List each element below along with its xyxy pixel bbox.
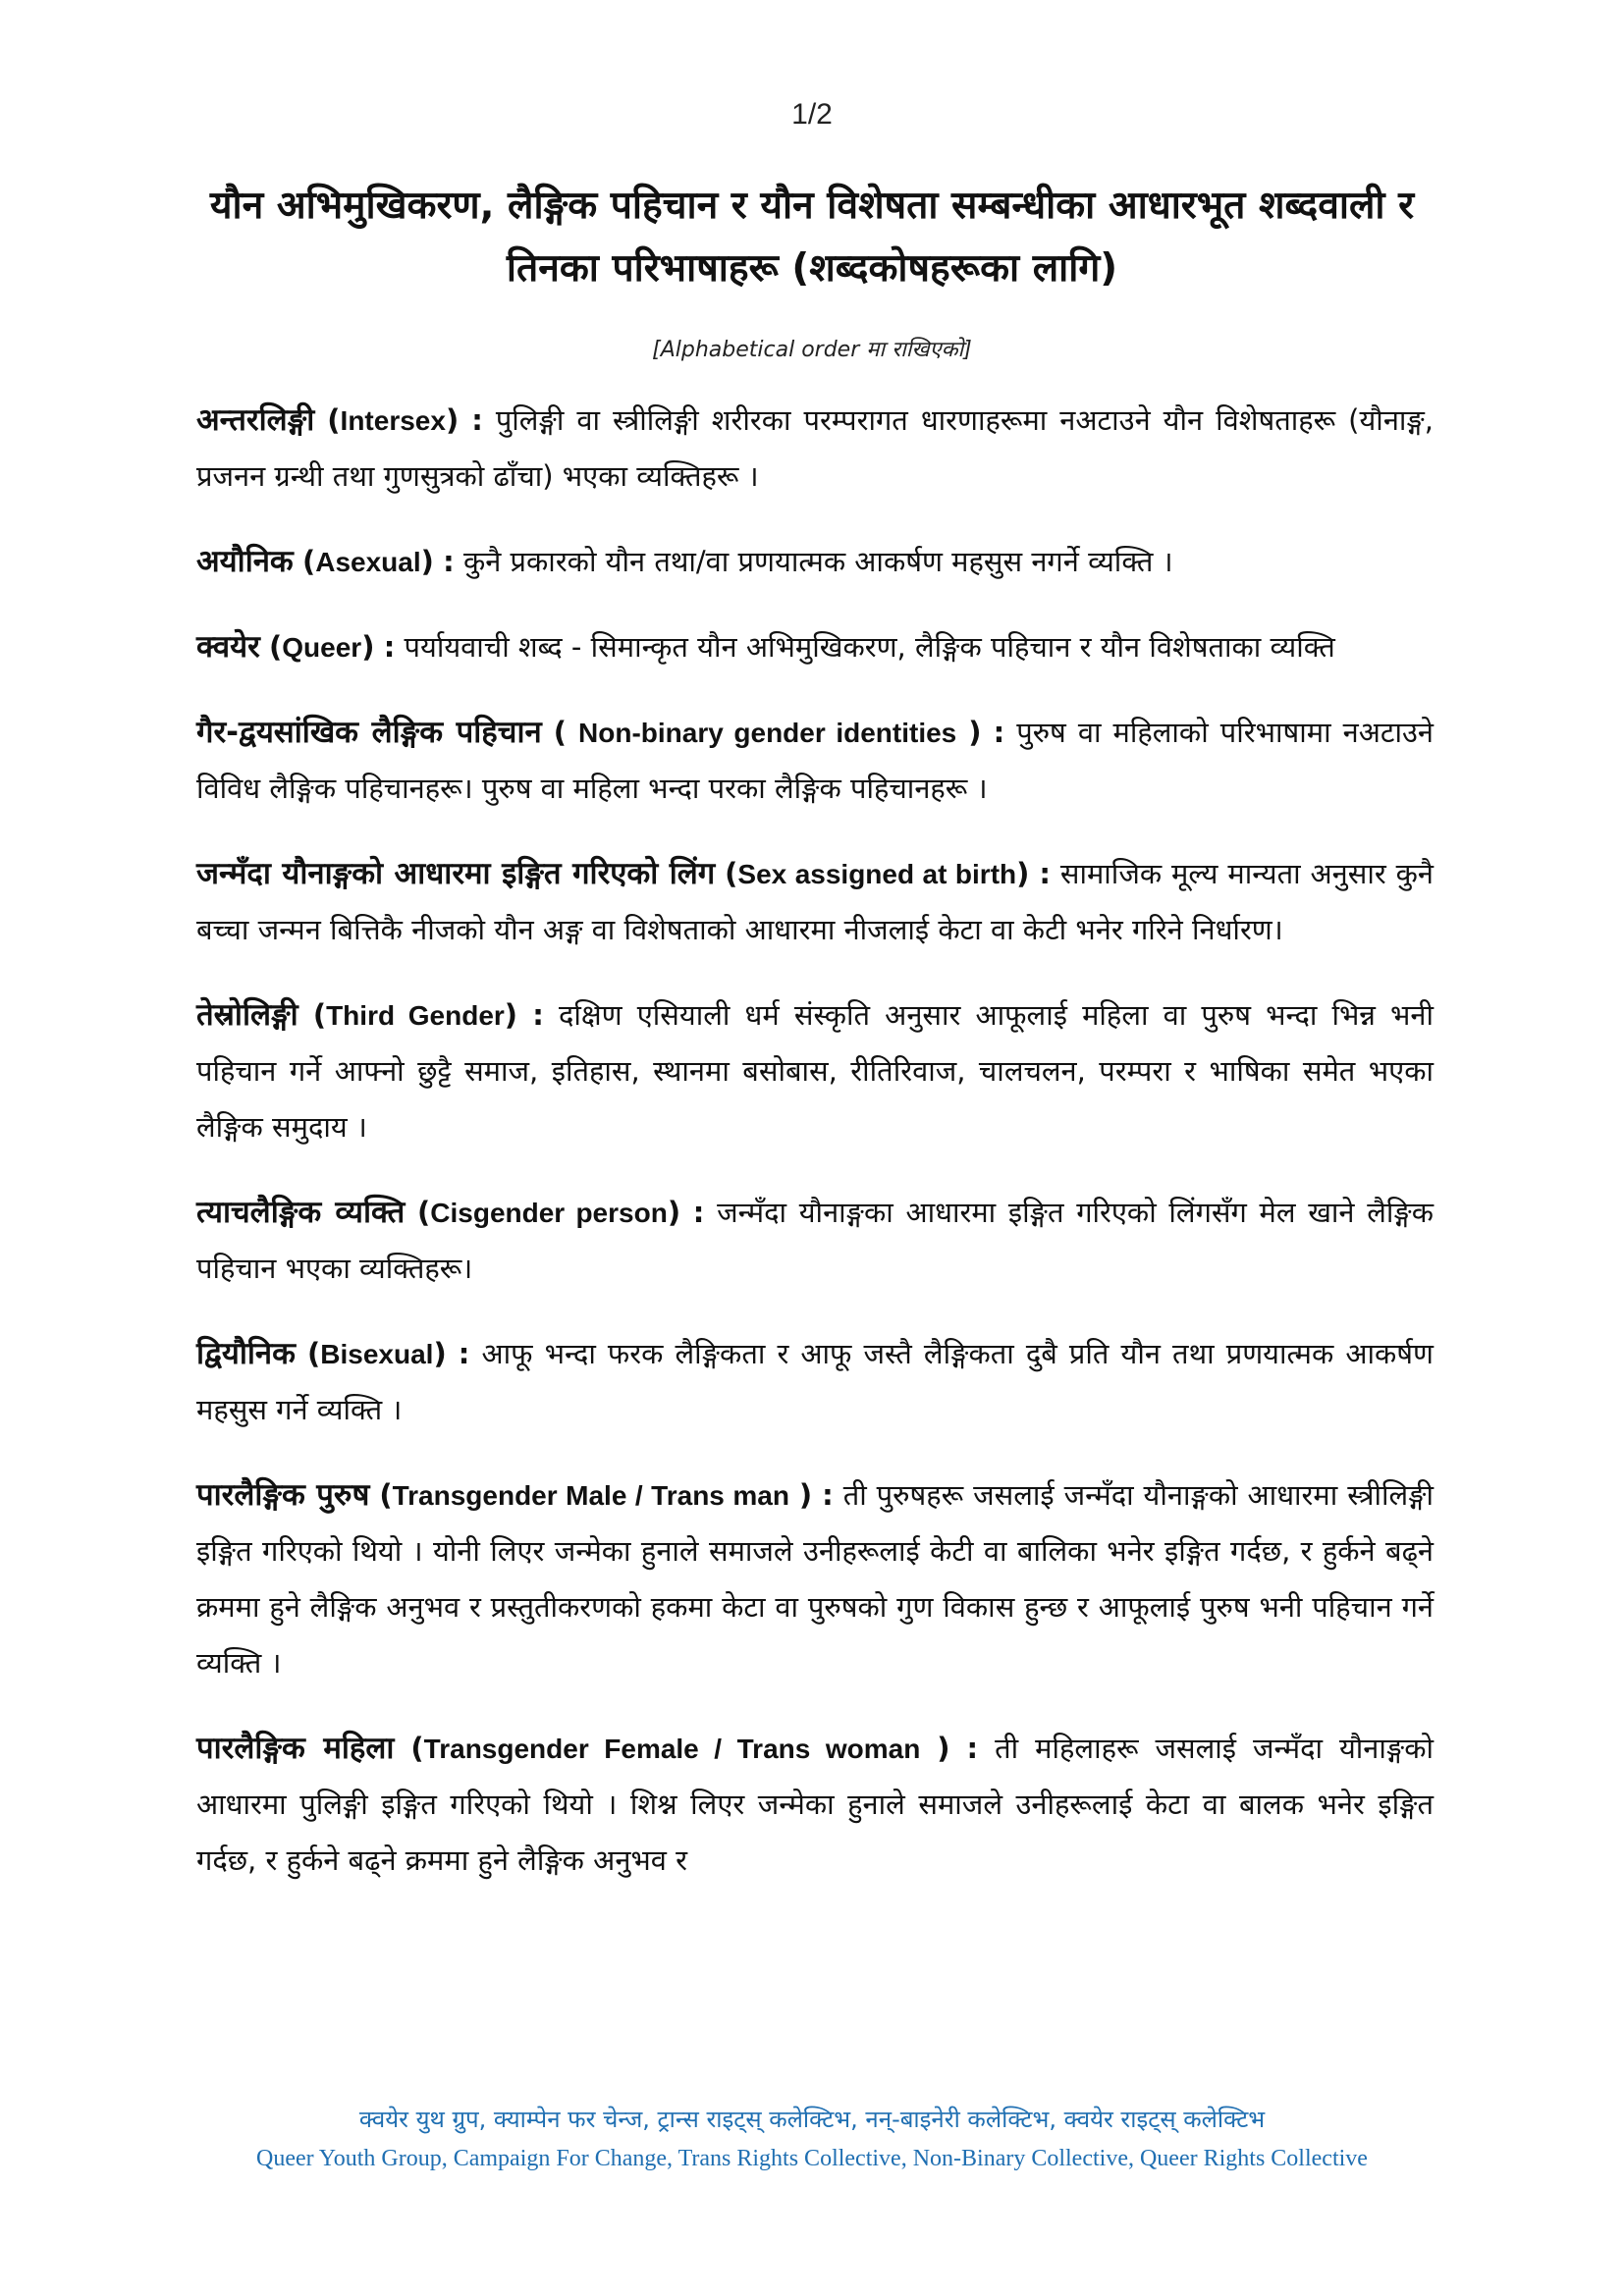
glossary-entry-third-gender: तेस्रोलिङ्गी (Third Gender) : दक्षिण एसियाली धर्म संस्कृति अनुसार आफूलाई महिला वा पुरुष भन्दा भिन्न भनी पहिचान गर्ने आफ्नो छुट्टै समाज, इतिहास, स्थानमा बसोबास, रीतिरिवाज, चालचलन, परम्परा र भाषिका समेत भएका लैङ्गिक समुदाय ।: [196, 997, 1435, 1144]
glossary-entry-trans-man: पारलैङ्गिक पुरुष (Transgender Male / Trans man ) : ती पुरुषहरू जसलाई जन्मँदा यौनाङ्गको आधारमा स्त्रीलिङ्गी इङ्गित गरिएको थियो । योनी लिएर जन्मेका हुनाले समाजले उनीहरूलाई केटी वा बालिका भनेर इङ्गित गर्दछ, र हुर्कने बढ्ने क्रममा हुने लैङ्गिक अनुभव र प्रस्तुतीकरणको हकमा केटा वा पुरुषको गुण विकास हुन्छ र आफूलाई पुरुष भनी पहिचान गर्ने व्यक्ति ।: [196, 1477, 1435, 1680]
glossary-list: [196, 393, 1434, 1918]
entry-term: गैर-द्वयसांखिक लैङ्गिक पहिचान: [196, 715, 542, 750]
entry-definition: दक्षिण एसियाली धर्म संस्कृति अनुसार आफूलाई महिला वा पुरुष भन्दा भिन्न भनी पहिचान गर्ने आफ्नो छुट्टै समाज, इतिहास, स्थानमा बसोबास, रीतिरिवाज, चालचलन, परम्परा र भाषिका समेत भएका लैङ्गिक समुदाय ।: [196, 998, 1435, 1144]
glossary-entry-cisgender: त्याचलैङ्गिक व्यक्ति (Cisgender person) : जन्मँदा यौनाङ्गका आधारमा इङ्गित गरिएको लिंगसँग मेल खाने लैङ्गिक पहिचान भएका व्यक्तिहरू।: [196, 1195, 1435, 1285]
entry-definition: ती महिलाहरू जसलाई जन्मँदा यौनाङ्गको आधारमा पुलिङ्गी इङ्गित गरिएको थियो । शिश्न लिएर जन्मेका हुनाले समाजले उनीहरूलाई केटा वा बालक भनेर इङ्गित गर्दछ, र हुर्कने बढ्ने क्रममा हुने लैङ्गिक अनुभव र: [196, 1732, 1435, 1877]
glossary-entry-queer: क्वयेर (Queer) : पर्यायवाची शब्द - सिमान्कृत यौन अभिमुखिकरण, लैङ्गिक पहिचान र यौन विशेषताका व्यक्ति: [196, 629, 1335, 665]
entry-term: पारलैङ्गिक पुरुष: [196, 1477, 370, 1513]
document-subtitle: [Alphabetical order मा राखिएको]: [652, 338, 972, 362]
entry-english-term: Transgender Male / Trans man: [392, 1480, 789, 1511]
entry-english-term: Third Gender: [326, 1000, 505, 1031]
entry-term: क्वयेर: [196, 629, 260, 665]
entry-definition: जन्मँदा यौनाङ्गका आधारमा इङ्गित गरिएको लिंगसँग मेल खाने लैङ्गिक पहिचान भएका व्यक्तिहरू।: [196, 1196, 1435, 1285]
glossary-entry-non-binary: गैर-द्वयसांखिक लैङ्गिक पहिचान ( Non-binary gender identities ) : पुरुष वा महिलाको परिभाषामा नअटाउने विविध लैङ्गिक पहिचानहरू। पुरुष वा महिला भन्दा परका लैङ्गिक पहिचानहरू ।: [196, 715, 1434, 805]
entry-definition: ती पुरुषहरू जसलाई जन्मँदा यौनाङ्गको आधारमा स्त्रीलिङ्गी इङ्गित गरिएको थियो । योनी लिएर जन्मेका हुनाले समाजले उनीहरूलाई केटी वा बालिका भनेर इङ्गित गर्दछ, र हुर्कने बढ्ने क्रममा हुने लैङ्गिक अनुभव र प्रस्तुतीकरणको हकमा केटा वा पुरुषको गुण विकास हुन्छ र आफूलाई पुरुष भनी पहिचान गर्ने व्यक्ति ।: [196, 1478, 1435, 1680]
entry-definition: सामाजिक मूल्य मान्यता अनुसार कुनै बच्चा जन्मन बित्तिकै नीजको यौन अङ्ग वा विशेषताको आधारमा नीजलाई केटा वा केटी भनेर गरिने निर्धारण।: [196, 857, 1435, 946]
entry-definition: पुलिङ्गी वा स्त्रीलिङ्गी शरीरका परम्परागत धारणाहरूमा नअटाउने यौन विशेषताहरू (यौनाङ्ग, प्रजनन ग्रन्थी तथा गुणसुत्रको ढाँचा) भएका व्यक्तिहरू ।: [196, 403, 1435, 493]
entry-english-term: Sex assigned at birth: [737, 859, 1017, 889]
glossary-entry-sex-assigned-at-birth: जन्मँदा यौनाङ्गको आधारमा इङ्गित गरिएको लिंग (Sex assigned at birth) : सामाजिक मूल्य मान्यता अनुसार कुनै बच्चा जन्मन बित्तिकै नीजको यौन अङ्ग वा विशेषताको आधारमा नीजलाई केटा वा केटी भनेर गरिने निर्धारण।: [196, 856, 1435, 946]
document-title: यौन अभिमुखिकरण, लैङ्गिक पहिचान र यौन विशेषता सम्बन्धीका आधारभूत शब्दवाली र तिनका परिभाषाहरू (शब्दकोषहरूका लागि): [209, 184, 1415, 291]
glossary-entry-trans-woman: पारलैङ्गिक महिला (Transgender Female / Trans woman ) : ती महिलाहरू जसलाई जन्मँदा यौनाङ्गको आधारमा पुलिङ्गी इङ्गित गरिएको थियो । शिश्न लिएर जन्मेका हुनाले समाजले उनीहरूलाई केटा वा बालक भनेर इङ्गित गर्दछ, र हुर्कने बढ्ने क्रममा हुने लैङ्गिक अनुभव र: [196, 1731, 1435, 1877]
entry-term: पारलैङ्गिक महिला: [196, 1731, 395, 1766]
entry-english-term: Bisexual: [320, 1339, 434, 1369]
entry-term: द्वियौनिक: [196, 1336, 296, 1371]
entry-english-term: Queer: [282, 632, 362, 663]
entry-term: तेस्रोलिङ्गी: [196, 997, 298, 1033]
page-number: 1/2: [791, 98, 833, 131]
entry-english-term: Cisgender person: [430, 1198, 668, 1228]
entry-term: जन्मँदा यौनाङ्गको आधारमा इङ्गित गरिएको लिंग: [196, 856, 716, 891]
entry-definition: पुरुष वा महिलाको परिभाषामा नअटाउने विविध लैङ्गिक पहिचानहरू। पुरुष वा महिला भन्दा परका लैङ्गिक पहिचानहरू ।: [196, 716, 1434, 805]
glossary-entry-intersex: अन्तरलिङ्गी (Intersex) : पुलिङ्गी वा स्त्रीलिङ्गी शरीरका परम्परागत धारणाहरूमा नअटाउने यौन विशेषताहरू (यौनाङ्ग, प्रजनन ग्रन्थी तथा गुणसुत्रको ढाँचा) भएका व्यक्तिहरू ।: [196, 402, 1435, 493]
entry-term: अन्तरलिङ्गी: [196, 402, 315, 438]
entry-definition: कुनै प्रकारको यौन तथा/वा प्रणयात्मक आकर्षण महसुस नगर्ने व्यक्ति ।: [462, 545, 1173, 578]
glossary-entry-asexual: अयौनिक (Asexual) : कुनै प्रकारको यौन तथा/वा प्रणयात्मक आकर्षण महसुस नगर्ने व्यक्ति ।: [196, 544, 1173, 579]
entry-term: अयौनिक: [196, 544, 294, 579]
footer-organizations-nepali: क्वयेर युथ ग्रुप, क्याम्पेन फर चेन्ज, ट्रान्स राइट्स् कलेक्टिभ, नन्-बाइनेरी कलेक्टिभ, क्वयेर राइट्स् कलेक्टिभ: [358, 2106, 1266, 2133]
entry-english-term: Transgender Female / Trans woman: [423, 1734, 921, 1764]
entry-term: त्याचलैङ्गिक व्यक्ति: [196, 1195, 406, 1230]
footer-organizations-english: Queer Youth Group, Campaign For Change, Trans Rights Collective, Non-Binary Collective, Queer Rights Collective: [256, 2146, 1368, 2171]
entry-english-term: Intersex: [340, 405, 446, 436]
entry-english-term: Asexual: [315, 547, 421, 577]
entry-definition: पर्यायवाची शब्द - सिमान्कृत यौन अभिमुखिकरण, लैङ्गिक पहिचान र यौन विशेषताका व्यक्ति: [404, 630, 1335, 664]
entry-english-term: Non-binary gender identities: [578, 718, 957, 748]
entry-definition: आफू भन्दा फरक लैङ्गिकता र आफू जस्तै लैङ्गिकता दुबै प्रति यौन तथा प्रणयात्मक आकर्षण महसुस गर्ने व्यक्ति ।: [196, 1337, 1434, 1426]
glossary-entry-bisexual: द्वियौनिक (Bisexual) : आफू भन्दा फरक लैङ्गिकता र आफू जस्तै लैङ्गिकता दुबै प्रति यौन तथा प्रणयात्मक आकर्षण महसुस गर्ने व्यक्ति ।: [196, 1336, 1434, 1426]
